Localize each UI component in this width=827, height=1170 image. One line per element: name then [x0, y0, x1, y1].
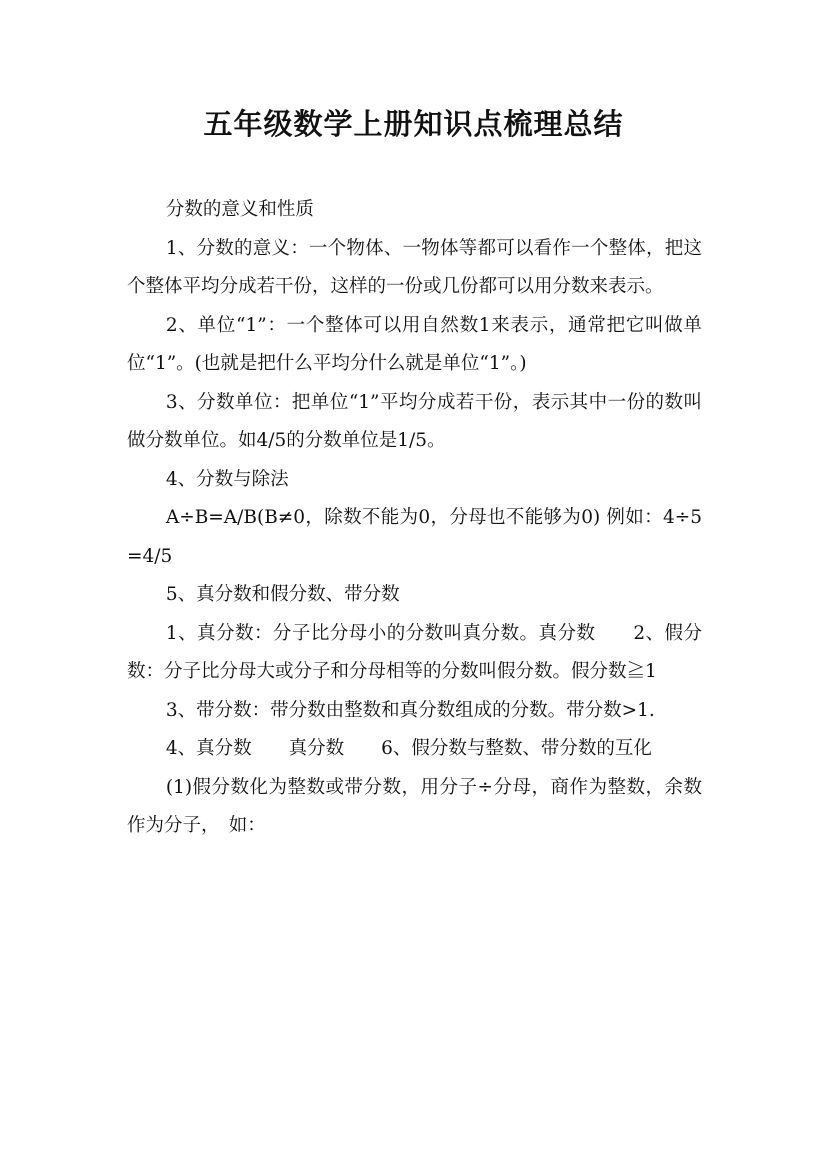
document-body — [127, 191, 702, 846]
paragraph: 1、真分数：分子比分母小的分数叫真分数。真分数 2、假分数：分子比分母大或分子和分母相等的分数叫假分数。假分数≧1 — [127, 622, 702, 682]
paragraph: A÷B=A/B(B≠0，除数不能为0，分母也不能够为0) 例如：4÷5=4/5 — [127, 507, 702, 567]
paragraph: 5、真分数和假分数、带分数 — [165, 584, 400, 605]
paragraph: 2、单位“1”：一个整体可以用自然数1来表示，通常把它叫做单位“1”。(也就是把什么平均分什么就是单位“1”。) — [127, 314, 702, 374]
document-title: 五年级数学上册知识点梳理总结 — [203, 107, 624, 141]
paragraph: 4、真分数 真分数 6、假分数与整数、带分数的互化 — [165, 738, 652, 759]
section-heading: 分数的意义和性质 — [165, 199, 314, 220]
paragraph: 3、分数单位：把单位“1”平均分成若干份，表示其中一份的数叫做分数单位。如4/5的分数单位是1/5。 — [127, 391, 702, 451]
paragraph: 3、带分数：带分数由整数和真分数组成的分数。带分数>1. — [165, 699, 655, 721]
paragraph: 1、分数的意义：一个物体、一物体等都可以看作一个整体，把这个整体平均分成若干份，这样的一份或几份都可以用分数来表示。 — [127, 237, 702, 297]
paragraph: (1)假分数化为整数或带分数，用分子÷分母，商作为整数，余数作为分子， 如： — [127, 776, 702, 836]
paragraph: 4、分数与除法 — [165, 468, 289, 490]
